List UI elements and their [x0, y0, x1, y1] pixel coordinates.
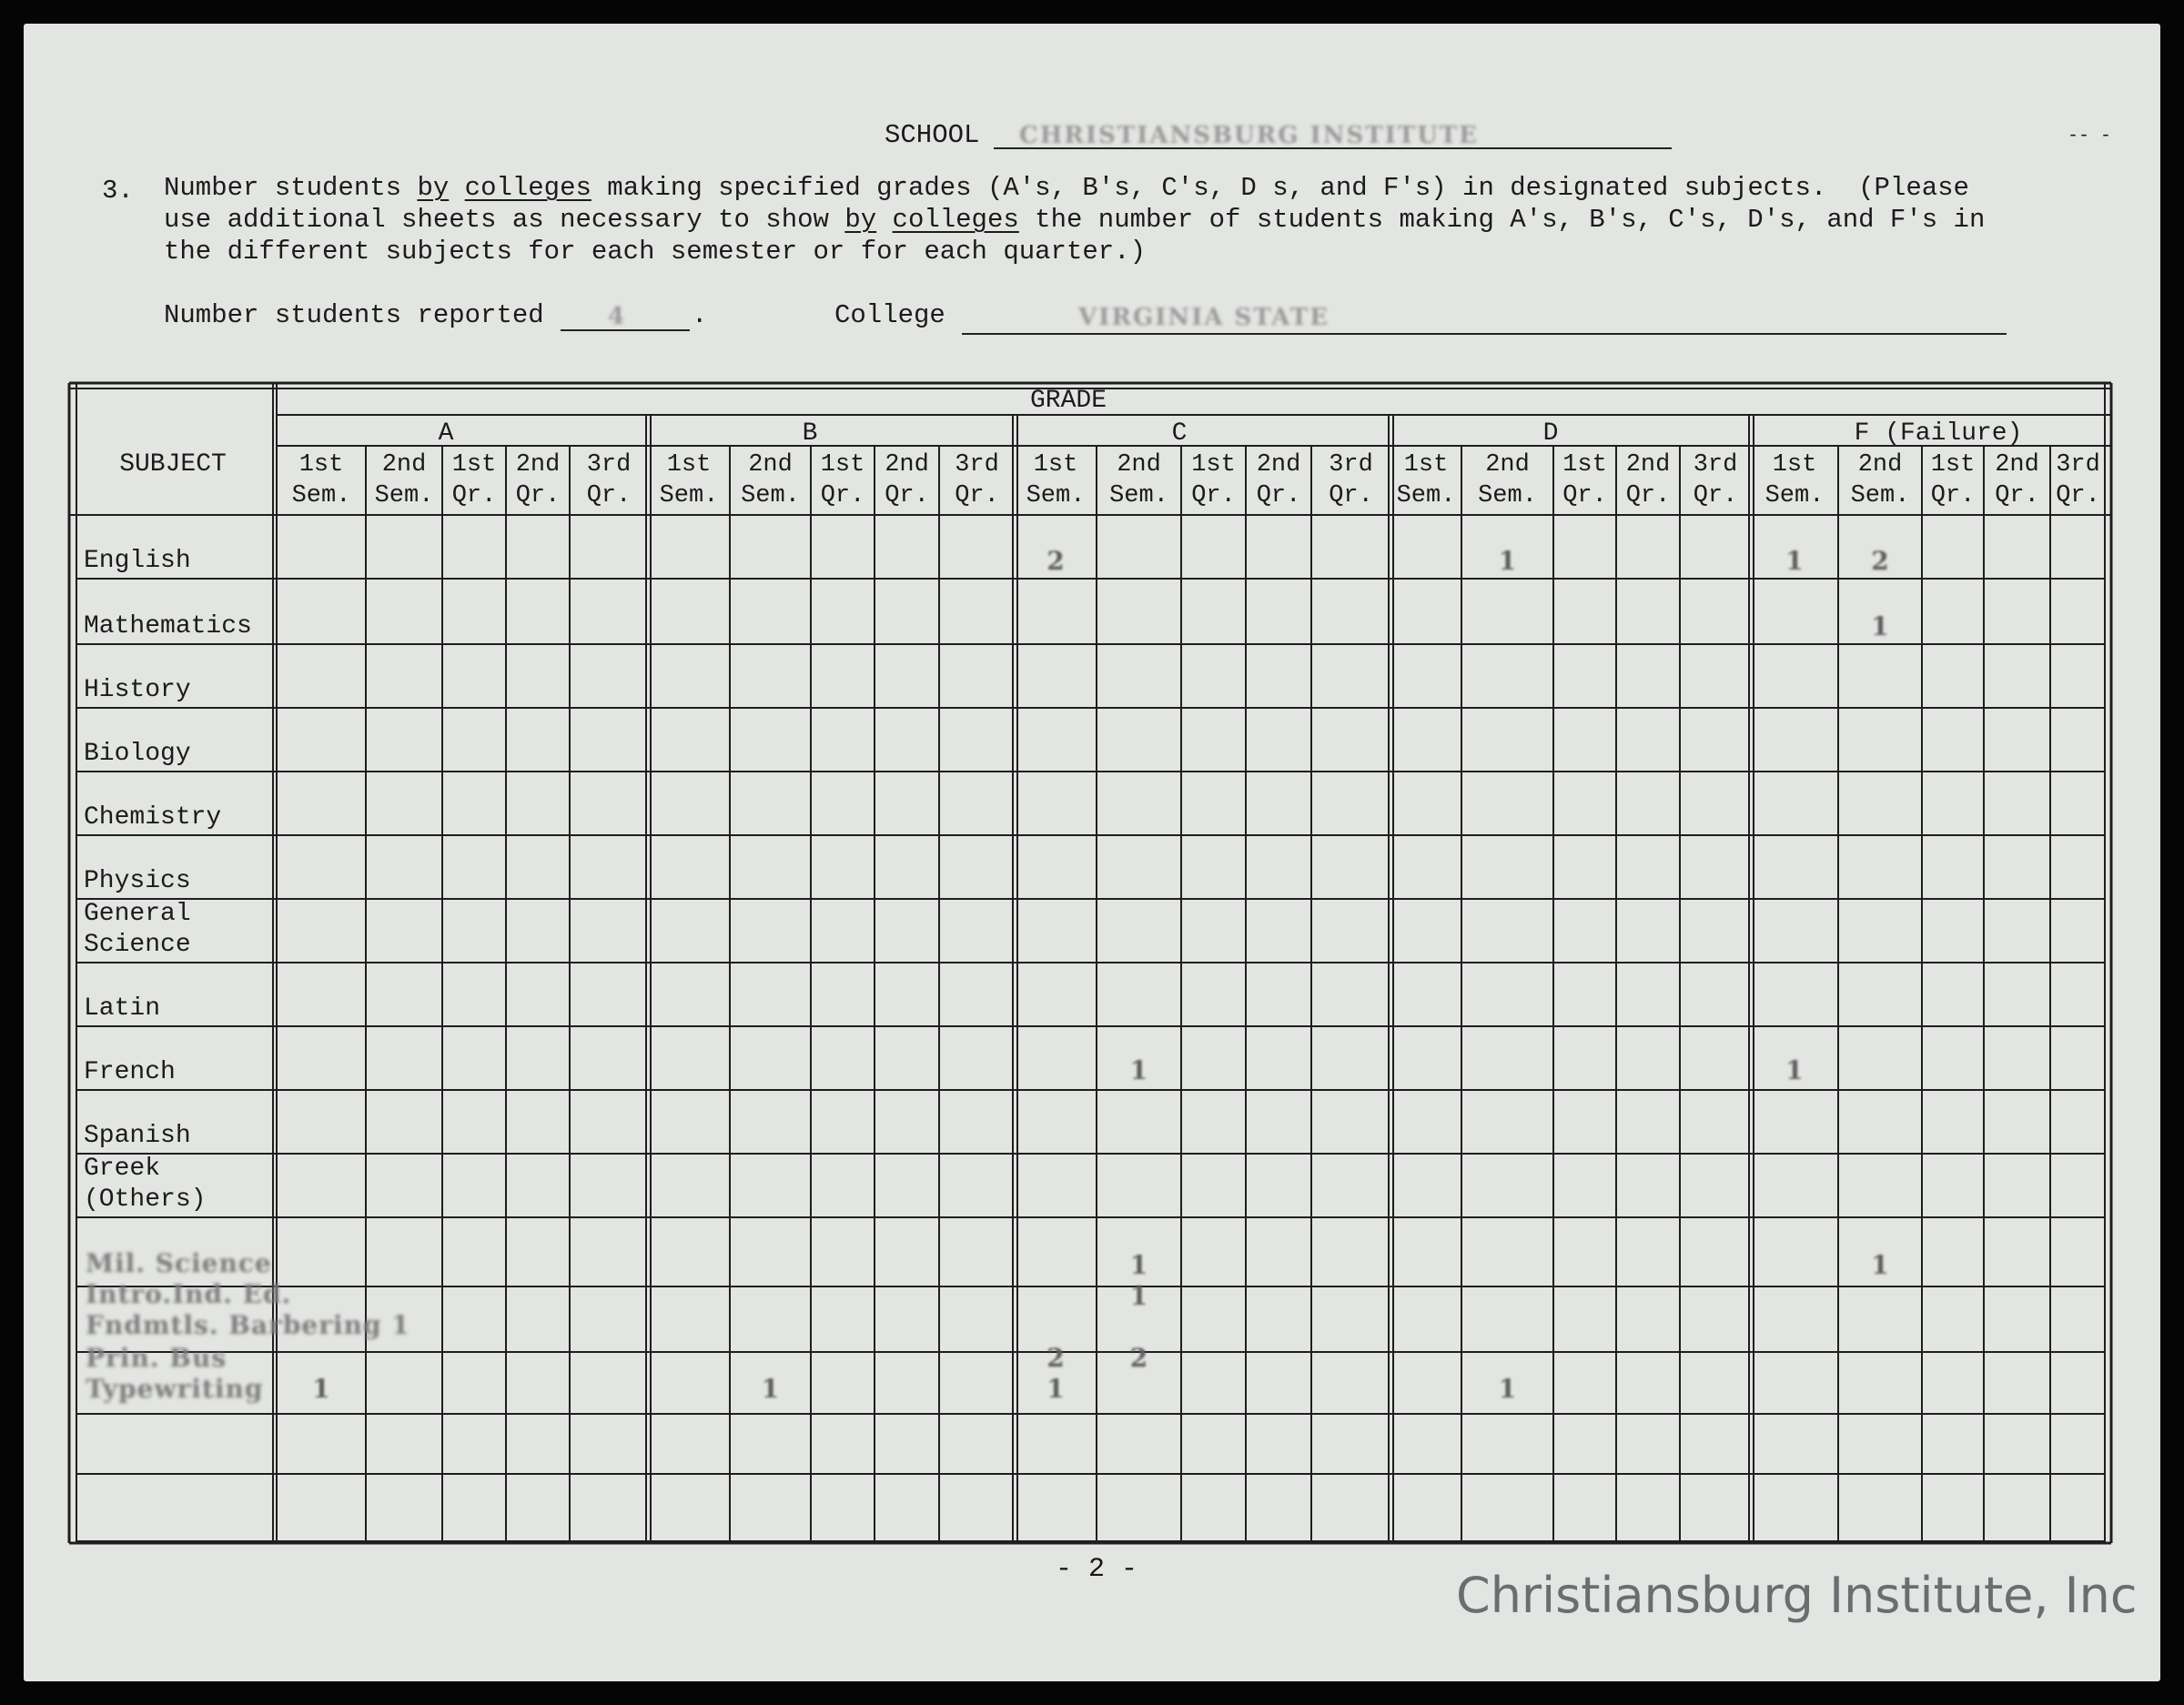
- corner-mark: -- -: [2068, 126, 2112, 146]
- grade-count-mark: 2: [1046, 546, 1065, 576]
- period-bottom: Sem.: [1026, 482, 1086, 509]
- period-top: 2nd: [1256, 451, 1301, 479]
- period-header: [1313, 449, 1389, 511]
- period-bottom: Sem.: [1109, 482, 1168, 509]
- students-reported-value: 4: [608, 303, 627, 330]
- grade-count-mark: 1: [1046, 1374, 1065, 1404]
- period-bottom: Qr.: [820, 482, 865, 509]
- period-header: [1098, 449, 1179, 511]
- grade-count-mark: 1: [1498, 1374, 1517, 1404]
- period-header: [508, 449, 568, 511]
- grade-count-mark: 2: [1046, 1343, 1065, 1373]
- period-bottom: Sem.: [1396, 482, 1456, 509]
- subject-label: Latin: [84, 994, 161, 1023]
- watermark: Christiansburg Institute, Inc: [1456, 1567, 2138, 1624]
- period-header: [813, 449, 873, 511]
- page-number: - 2 -: [1056, 1554, 1138, 1585]
- period-top: 2nd: [1117, 451, 1161, 479]
- other-subject-label: Intro.Ind. Ed.: [86, 1279, 292, 1309]
- grade-count-mark: 1: [1871, 611, 1889, 641]
- period-bottom: Qr.: [586, 482, 632, 509]
- period-top: 1st: [1403, 451, 1449, 479]
- subject-header: SUBJECT: [119, 450, 227, 479]
- period-top: 1st: [1930, 451, 1976, 479]
- period-bottom: Qr.: [1562, 482, 1607, 509]
- students-reported-period: .: [692, 300, 708, 330]
- period-top: 2nd: [1857, 451, 1903, 479]
- period-bottom: Qr.: [515, 482, 561, 509]
- period-bottom: Sem.: [374, 482, 434, 509]
- period-bottom: Qr.: [885, 482, 929, 509]
- period-bottom: Sem.: [1478, 482, 1537, 509]
- grade-count-mark: 1: [761, 1374, 780, 1404]
- period-header: [1840, 449, 1920, 511]
- period-header: [876, 449, 937, 511]
- period-top: 2nd: [515, 451, 561, 479]
- period-top: 2nd: [1485, 451, 1530, 479]
- period-top: 2nd: [1625, 451, 1671, 479]
- period-header: [368, 449, 440, 511]
- period-bottom: Qr.: [1995, 482, 2039, 509]
- subject-label: French: [84, 1058, 176, 1086]
- period-header: [1986, 449, 2048, 511]
- grade-count-mark: 1: [312, 1374, 330, 1404]
- subject-label: Chemistry: [84, 803, 222, 832]
- period-header: [1753, 449, 1836, 511]
- period-bottom: Sem.: [741, 482, 800, 509]
- period-top: 1st: [298, 451, 344, 479]
- period-top: 1st: [1562, 451, 1607, 479]
- period-header: [1924, 449, 1982, 511]
- period-bottom: Sem.: [1850, 482, 1910, 509]
- period-bottom: Qr.: [451, 482, 497, 509]
- other-subject-label: Fndmtls. Barbering 1: [86, 1310, 410, 1340]
- period-bottom: Qr.: [1191, 482, 1236, 509]
- period-header: [444, 449, 504, 511]
- grade-count-mark: 1: [1129, 1250, 1148, 1280]
- period-top: 2nd: [885, 451, 929, 479]
- grade-count-mark: 1: [1129, 1281, 1148, 1311]
- period-top: 1st: [1191, 451, 1236, 479]
- students-reported-label: Number students reported: [164, 300, 544, 330]
- grade-header-c: C: [1171, 419, 1188, 448]
- period-header: [2052, 449, 2104, 511]
- period-header: [650, 449, 728, 511]
- instruction-line-3: the different subjects for each semester or for each quarter.): [164, 237, 1146, 267]
- subject-label: History: [84, 676, 191, 704]
- period-top: 1st: [1033, 451, 1078, 479]
- period-bottom: Qr.: [1930, 482, 1976, 509]
- school-label: SCHOOL: [885, 120, 980, 150]
- period-bottom: Qr.: [1693, 482, 1738, 509]
- period-header: [1183, 449, 1244, 511]
- period-bottom: Qr.: [2056, 482, 2100, 509]
- instruction-line-1: Number students by colleges making specified grades (A's, B's, C's, D s, and F's) in designated subjects. (Please: [164, 173, 1969, 203]
- period-bottom: Qr.: [1256, 482, 1301, 509]
- grade-count-mark: 1: [1871, 1250, 1889, 1280]
- period-header: [1392, 449, 1460, 511]
- period-top: 1st: [451, 451, 497, 479]
- period-top: 3rd: [1329, 451, 1373, 479]
- period-top: 1st: [820, 451, 865, 479]
- grade-count-mark: 1: [1785, 1055, 1804, 1085]
- grade-count-mark: 2: [1129, 1343, 1148, 1373]
- period-top: 1st: [1772, 451, 1817, 479]
- other-subject-label: Prin. Bus: [86, 1343, 228, 1373]
- period-top: 3rd: [586, 451, 632, 479]
- grade-header-d: D: [1542, 419, 1559, 448]
- period-header: [1463, 449, 1552, 511]
- subject-label: Biology: [84, 740, 191, 768]
- other-subject-label: Mil. Science: [86, 1248, 272, 1278]
- period-header: [732, 449, 809, 511]
- item-number: 3.: [102, 176, 134, 206]
- college-label: College: [834, 300, 945, 330]
- period-top: 3rd: [1693, 451, 1738, 479]
- subject-label: Greek (Others): [84, 1155, 207, 1214]
- grade-count-mark: 1: [1129, 1055, 1148, 1085]
- period-bottom: Qr.: [1329, 482, 1373, 509]
- subject-label: Spanish: [84, 1122, 191, 1150]
- period-bottom: Sem.: [291, 482, 351, 509]
- school-value: CHRISTIANSBURG INSTITUTE: [1019, 122, 1479, 149]
- subject-label: General Science: [84, 900, 191, 959]
- grade-title: GRADE: [1029, 387, 1107, 415]
- grade-header-f: F (Failure): [1854, 419, 2023, 448]
- period-bottom: Sem.: [1764, 482, 1825, 509]
- period-header: [1016, 449, 1095, 511]
- period-header: [941, 449, 1013, 511]
- college-value: VIRGINIA STATE: [1078, 304, 1330, 331]
- period-header: [278, 449, 364, 511]
- period-bottom: Sem.: [659, 482, 719, 509]
- period-header: [1682, 449, 1749, 511]
- subject-label: Mathematics: [84, 612, 252, 641]
- grade-count-mark: 2: [1871, 546, 1889, 576]
- period-header: [1248, 449, 1309, 511]
- grade-count-mark: 1: [1498, 546, 1517, 576]
- instruction-line-2: use additional sheets as necessary to show by colleges the number of students making A's, B's, C's, D's, and F's in: [164, 205, 1986, 235]
- period-top: 2nd: [1995, 451, 2039, 479]
- subject-label: Physics: [84, 867, 191, 895]
- grade-count-mark: 1: [1785, 546, 1804, 576]
- period-header: [1618, 449, 1678, 511]
- grade-header-a: A: [438, 419, 454, 448]
- period-bottom: Qr.: [955, 482, 999, 509]
- period-top: 2nd: [748, 451, 793, 479]
- period-header: [571, 449, 646, 511]
- subject-label: English: [84, 547, 191, 575]
- period-top: 3rd: [955, 451, 999, 479]
- period-top: 1st: [666, 451, 712, 479]
- other-subject-label: Typewriting: [86, 1374, 264, 1404]
- grade-header-b: B: [802, 419, 818, 448]
- period-top: 3rd: [2056, 451, 2100, 479]
- period-header: [1555, 449, 1614, 511]
- period-top: 2nd: [381, 451, 427, 479]
- period-bottom: Qr.: [1625, 482, 1671, 509]
